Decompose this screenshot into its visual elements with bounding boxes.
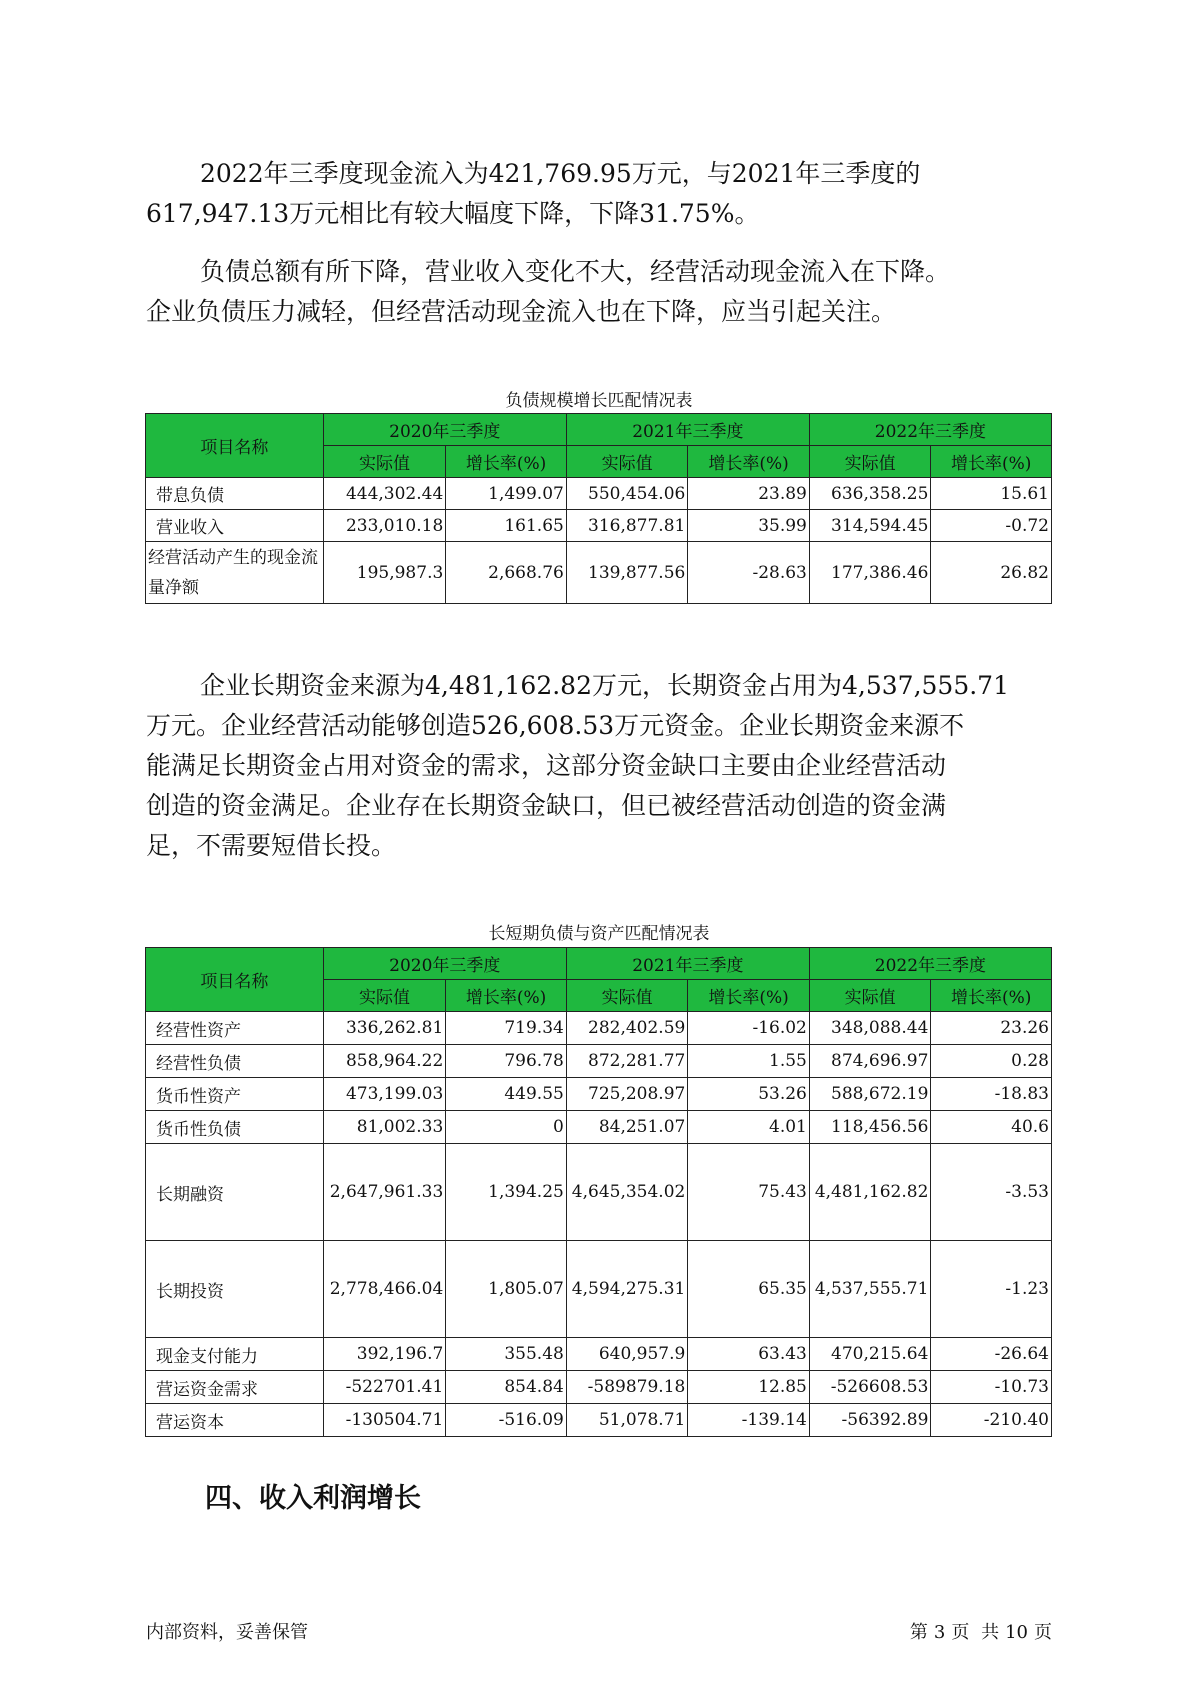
header-actual: 实际值 bbox=[809, 446, 931, 478]
header-growth: 增长率(%) bbox=[931, 446, 1052, 478]
header-growth: 增长率(%) bbox=[931, 980, 1052, 1012]
debt-asset-match-table bbox=[145, 947, 1052, 1437]
table-row: 经营活动产生的现金流量净额 195,987.3 2,668.76 139,877.56 -28.63 177,386.46 26.82 bbox=[146, 542, 1052, 604]
table1-caption: 负债规模增长匹配情况表 bbox=[505, 391, 693, 411]
header-growth: 增长率(%) bbox=[446, 980, 567, 1012]
header-period: 2020年三季度 bbox=[323, 948, 566, 980]
table-row: 经营性负债 858,964.22 796.78 872,281.77 1.55 874,696.97 0.28 bbox=[146, 1045, 1052, 1078]
paragraph-long-term-funds: 企业长期资金来源为4,481,162.82万元，长期资金占用为4,537,555.71 万元。企业经营活动能够创造526,608.53万元资金。企业长期资金来源不 能满足长期资金占用对资金的需求，这部分资金缺口主要由企业经营活动 创造的资金满足。企业存在长期资金缺口，但已被经营活动创造的资金满 足，不需要短借长投。 bbox=[146, 671, 1009, 860]
header-actual: 实际值 bbox=[566, 980, 688, 1012]
table-row: 长期投资 2,778,466.04 1,805.07 4,594,275.31 65.35 4,537,555.71 -1.23 bbox=[146, 1241, 1052, 1338]
table-row: 带息负债 444,302.44 1,499.07 550,454.06 23.89 636,358.25 15.61 bbox=[146, 478, 1052, 510]
table-row: 经营性资产 336,262.81 719.34 282,402.59 -16.02 348,088.44 23.26 bbox=[146, 1012, 1052, 1045]
header-period: 2020年三季度 bbox=[323, 414, 566, 446]
header-item-name: 项目名称 bbox=[146, 948, 324, 1012]
header-period: 2021年三季度 bbox=[566, 414, 809, 446]
table-row: 营业收入 233,010.18 161.65 316,877.81 35.99 314,594.45 -0.72 bbox=[146, 510, 1052, 542]
table-row: 营运资本 -130504.71 -516.09 51,078.71 -139.14 -56392.89 -210.40 bbox=[146, 1404, 1052, 1437]
section-title: 四、收入利润增长 bbox=[205, 1483, 421, 1514]
header-actual: 实际值 bbox=[809, 980, 931, 1012]
table-row: 营运资金需求 -522701.41 854.84 -589879.18 12.85 -526608.53 -10.73 bbox=[146, 1371, 1052, 1404]
page-number: 第 3 页 共 10 页 bbox=[909, 1622, 1052, 1643]
header-actual: 实际值 bbox=[566, 446, 688, 478]
header-actual: 实际值 bbox=[323, 446, 446, 478]
header-actual: 实际值 bbox=[323, 980, 446, 1012]
table2-caption: 长短期负债与资产匹配情况表 bbox=[488, 924, 710, 944]
table-row: 货币性负债 81,002.33 0 84,251.07 4.01 118,456.56 40.6 bbox=[146, 1111, 1052, 1144]
debt-scale-table bbox=[145, 413, 1052, 604]
header-growth: 增长率(%) bbox=[688, 446, 810, 478]
table-row: 长期融资 2,647,961.33 1,394.25 4,645,354.02 75.43 4,481,162.82 -3.53 bbox=[146, 1144, 1052, 1241]
header-growth: 增长率(%) bbox=[446, 446, 567, 478]
table-row: 现金支付能力 392,196.7 355.48 640,957.9 63.43 470,215.64 -26.64 bbox=[146, 1338, 1052, 1371]
header-period: 2022年三季度 bbox=[809, 948, 1051, 980]
footer-confidential-note: 内部资料，妥善保管 bbox=[146, 1622, 308, 1643]
header-period: 2021年三季度 bbox=[566, 948, 809, 980]
header-period: 2022年三季度 bbox=[809, 414, 1051, 446]
paragraph-cash-inflow: 2022年三季度现金流入为421,769.95万元，与2021年三季度的 617,947.13万元相比有较大幅度下降，下降31.75%。 bbox=[146, 159, 921, 228]
paragraph-debt-summary: 负债总额有所下降，营业收入变化不大，经营活动现金流入在下降。 企业负债压力减轻，但经营活动现金流入也在下降，应当引起关注。 bbox=[146, 257, 951, 326]
table-row: 货币性资产 473,199.03 449.55 725,208.97 53.26 588,672.19 -18.83 bbox=[146, 1078, 1052, 1111]
header-growth: 增长率(%) bbox=[688, 980, 810, 1012]
header-item-name: 项目名称 bbox=[146, 414, 324, 478]
